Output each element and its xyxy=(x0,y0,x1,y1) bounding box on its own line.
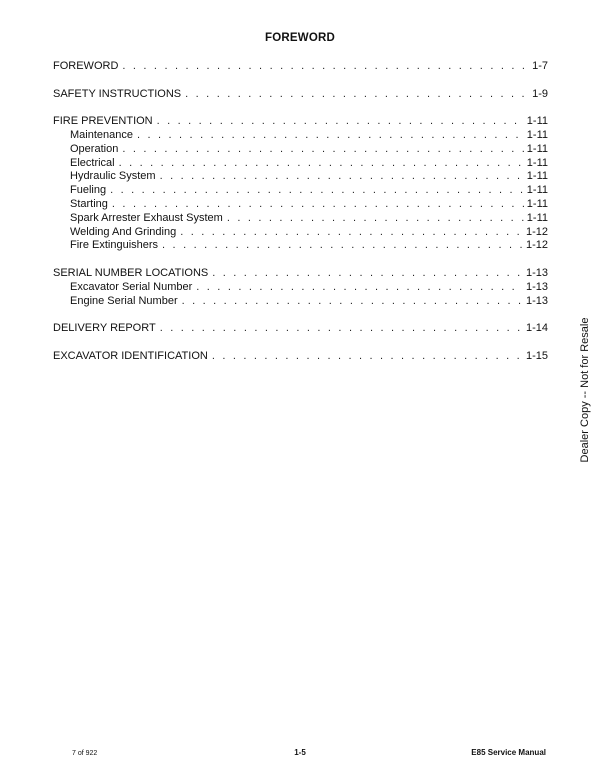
toc-subentry[interactable] xyxy=(53,239,548,253)
page-number: 1-5 xyxy=(294,748,306,757)
toc-entry-label: Maintenance xyxy=(70,128,133,141)
dot-leader xyxy=(180,226,523,240)
toc-entry-label: Spark Arrester Exhaust System xyxy=(70,211,223,224)
toc-subentry[interactable] xyxy=(53,198,548,212)
toc-entry-page: 1-7 xyxy=(532,60,548,72)
toc-entry-label: Operation xyxy=(70,142,119,155)
toc-entry[interactable] xyxy=(53,60,548,74)
toc-subentry[interactable] xyxy=(53,170,548,184)
dot-leader xyxy=(137,129,524,143)
toc-entry[interactable] xyxy=(53,88,548,102)
toc-entry[interactable] xyxy=(53,267,548,281)
toc-subentry[interactable] xyxy=(53,226,548,240)
toc-subentry[interactable] xyxy=(53,281,548,295)
toc-entry-label: Engine Serial Number xyxy=(70,294,178,307)
dealer-copy-watermark: Dealer Copy -- Not for Resale xyxy=(579,317,591,463)
toc-entry[interactable] xyxy=(53,322,548,336)
toc-entry-page: 1-11 xyxy=(526,156,548,169)
dot-leader xyxy=(122,60,529,74)
toc-entry-label: SAFETY INSTRUCTIONS xyxy=(53,87,182,100)
toc-entry-label: Starting xyxy=(70,197,108,210)
toc-entry-page: 1-11 xyxy=(526,197,548,210)
dot-leader xyxy=(182,295,523,309)
toc-group-fire-prevention xyxy=(53,115,548,253)
dot-leader xyxy=(196,281,523,295)
toc-group-safety xyxy=(53,88,548,102)
table-of-contents xyxy=(53,60,548,377)
toc-entry-page: 1-11 xyxy=(526,211,548,224)
toc-entry-page: 1-13 xyxy=(525,280,548,293)
toc-entry-page: 1-11 xyxy=(526,170,548,183)
dot-leader xyxy=(157,115,524,129)
dot-leader xyxy=(122,143,523,157)
toc-entry-label: Welding And Grinding xyxy=(70,225,177,238)
toc-subentry[interactable] xyxy=(53,129,548,143)
toc-subentry[interactable] xyxy=(53,143,548,157)
toc-subentry[interactable] xyxy=(53,212,548,226)
toc-entry-page: 1-13 xyxy=(525,266,548,279)
toc-entry-label: SERIAL NUMBER LOCATIONS xyxy=(53,266,209,279)
toc-group-identification xyxy=(53,350,548,364)
dot-leader xyxy=(227,212,524,226)
toc-entry-label: Electrical xyxy=(70,156,115,169)
toc-entry-label: Hydraulic System xyxy=(70,170,156,183)
toc-entry-page: 1-11 xyxy=(526,128,548,141)
toc-entry-label: DELIVERY REPORT xyxy=(53,322,156,335)
toc-entry-label: Fueling xyxy=(70,184,107,197)
dot-leader xyxy=(162,239,523,253)
dot-leader xyxy=(112,198,524,212)
toc-subentry[interactable] xyxy=(53,157,548,171)
toc-entry-page: 1-9 xyxy=(532,87,548,100)
toc-entry-page: 1-12 xyxy=(525,239,548,252)
toc-entry-page: 1-11 xyxy=(526,184,548,197)
toc-entry-label: FIRE PREVENTION xyxy=(53,115,153,128)
toc-subentry[interactable] xyxy=(53,295,548,309)
manual-title: E85 Service Manual xyxy=(471,748,546,757)
toc-entry-label: EXCAVATOR IDENTIFICATION xyxy=(53,349,208,362)
toc-subentry[interactable] xyxy=(53,184,548,198)
toc-group-foreword xyxy=(53,60,548,74)
dot-leader xyxy=(212,350,523,364)
dot-leader xyxy=(160,322,523,336)
toc-entry-page: 1-15 xyxy=(525,349,548,362)
dot-leader xyxy=(185,88,529,102)
dot-leader xyxy=(119,157,524,171)
page-title: FOREWORD xyxy=(265,32,335,44)
toc-entry[interactable] xyxy=(53,115,548,129)
dot-leader xyxy=(160,170,524,184)
toc-entry-label: Excavator Serial Number xyxy=(70,280,193,293)
dot-leader xyxy=(110,184,524,198)
toc-entry-page: 1-14 xyxy=(525,322,548,335)
toc-group-serial-numbers xyxy=(53,267,548,308)
toc-entry-page: 1-11 xyxy=(526,115,548,128)
toc-entry-page: 1-13 xyxy=(525,294,548,307)
toc-entry[interactable] xyxy=(53,350,548,364)
toc-entry-page: 1-11 xyxy=(526,142,548,155)
toc-group-delivery xyxy=(53,322,548,336)
page-counter: 7 of 922 xyxy=(72,750,98,757)
dot-leader xyxy=(212,267,523,281)
toc-entry-page: 1-12 xyxy=(525,225,548,238)
page-footer xyxy=(0,748,600,762)
toc-entry-label: FOREWORD xyxy=(53,60,119,72)
toc-entry-label: Fire Extinguishers xyxy=(70,239,159,252)
